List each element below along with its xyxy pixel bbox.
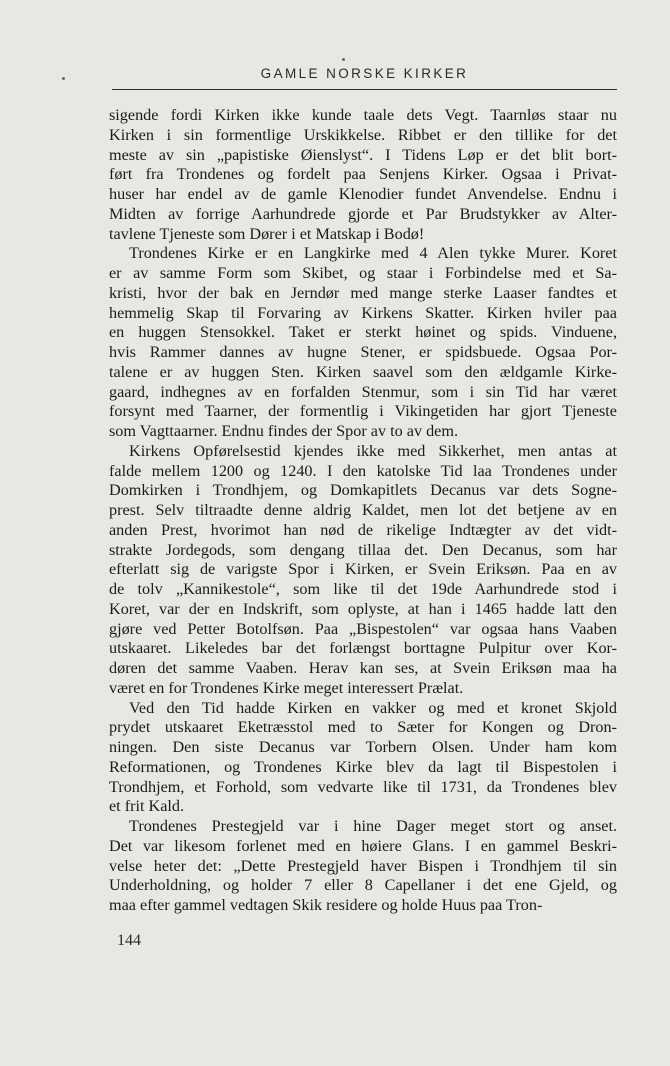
text-line: utskaaret. Likeledes bar det forlængst borttagne Pulpitur over Kor- (109, 639, 617, 658)
paragraph (109, 699, 617, 818)
paragraph (109, 817, 617, 916)
text-line: gjøre ved Petter Botolfsøn. Paa „Bispestolen“ var ogsaa hans Vaaben (109, 619, 617, 638)
text-line: talene er av huggen Sten. Kirken saavel som den ældgamle Kirke- (109, 362, 617, 381)
text-line: meste av sin „papistiske Øienslyst“. I Tidens Løp er det blit bort- (109, 145, 617, 164)
text-line: Ved den Tid hadde Kirken en vakker og med et kronet Skjold (129, 698, 617, 717)
text-line: Reformationen, og Trondenes Kirke blev da lagt til Bispestolen i (109, 757, 617, 776)
text-line: velse heter det: „Dette Prestegjeld haver Bispen i Trondhjem til sin (109, 856, 617, 875)
text-line: Underholdning, og holder 7 eller 8 Capellaner i det ene Gjeld, og (109, 876, 617, 895)
text-line: er av samme Form som Skibet, og staar i Forbindelse med et Sa- (109, 264, 617, 282)
text-line: Kirken i sin formentlige Urskikkelse. Ribbet er den tillike for det (109, 125, 617, 144)
text-line: døren det samme Vaaben. Herav kan ses, at Svein Eriksøn maa ha (109, 659, 617, 677)
text-line: huser har endel av de gamle Klenodier fundet Anvendelse. Endnu i (109, 185, 617, 203)
paragraph (109, 244, 617, 442)
text-line: en huggen Stensokkel. Taket er sterkt høinet og spids. Vinduene, (109, 323, 617, 342)
text-line: strakte Jordegods, som dengang tillaa det. Den Decanus, som har (109, 540, 617, 559)
text-line: maa efter gammel vedtagen Skik residere og holde Huus paa Tron- (109, 896, 543, 914)
text-line: et frit Kald. (109, 797, 185, 816)
text-line: været en for Trondenes Kirke meget interessert Prælat. (109, 678, 464, 697)
speck-mark (62, 77, 65, 80)
body-text (109, 106, 617, 916)
text-line: kristi, hvor der bak en Jerndør med mange sterke Laaser fandtes et (109, 283, 617, 302)
header-rule (112, 89, 617, 90)
text-line: Koret, var der en Indskrift, som oplyste, at han i 1465 hadde latt den (109, 599, 617, 618)
page-number: 144 (117, 932, 141, 949)
text-line: som Vagttaarner. Endnu findes der Spor av to av dem. (109, 422, 459, 440)
text-line: tavlene Tjeneste som Dører i et Matskap i Bodø! (109, 224, 425, 243)
running-header: GAMLE NORSKE KIRKER (260, 66, 469, 81)
text-line: Midten av forrige Aarhundrede gjorde et Par Brudstykker av Alter- (109, 204, 617, 223)
text-line: hemmelig Skap til Forvaring av Kirkens Skatter. Kirken hviler paa (109, 303, 617, 322)
paragraph (109, 442, 617, 699)
text-line: Trondhjem, et Forhold, som vedvarte like til 1731, da Trondenes blev (109, 777, 617, 796)
text-line: Det var likesom forlenet med en høiere Glans. I en gammel Beskri- (109, 836, 617, 855)
text-line: prest. Selv tiltraadte denne aldrig Kaldet, men lot det betjene av en (109, 501, 617, 519)
text-line: Trondenes Prestegjeld var i hine Dager meget stort og anset. (129, 817, 617, 835)
text-line: Trondenes Kirke er en Langkirke med 4 Alen tykke Murer. Koret (129, 244, 617, 263)
text-line: de tolv „Kannikestole“, som like til det 19de Aarhundrede stod i (109, 580, 617, 598)
speck-mark (342, 58, 345, 61)
text-line: sigende fordi Kirken ikke kunde taale dets Vegt. Taarnløs staar nu (109, 106, 617, 124)
text-line: prydet utskaaret Eketræsstol med to Sæter for Kongen og Dron- (109, 718, 617, 737)
text-line: hvis Rammer dannes av hugne Stener, er spidsbuede. Ogsaa Por- (109, 343, 617, 361)
paragraph (109, 106, 617, 244)
text-line: anden Prest, hvorimot han nød de rikelige Indtægter av det vidt- (109, 520, 617, 539)
text-line: falde mellem 1200 og 1240. I den katolske Tid laa Trondenes under (109, 461, 617, 480)
text-line: gaard, indhegnes av en forfalden Stenmur, som i sin Tid har været (109, 382, 617, 401)
text-line: Domkirken i Trondhjem, og Domkapitlets Decanus var dets Sogne- (109, 481, 617, 500)
text-line: efterlatt sig de varigste Spor i Kirken, er Svein Eriksøn. Paa en av (109, 560, 617, 579)
text-line: Kirkens Opførelsestid kjendes ikke med Sikkerhet, men antas at (129, 441, 617, 460)
text-line: ningen. Den siste Decanus var Torbern Olsen. Under ham kom (109, 738, 617, 756)
text-line: ført fra Trondenes og fordelt paa Senjens Kirker. Ogsaa i Privat- (109, 165, 617, 184)
text-line: forsynt med Taarner, der formentlig i Vikingetiden har gjort Tjeneste (109, 402, 617, 421)
